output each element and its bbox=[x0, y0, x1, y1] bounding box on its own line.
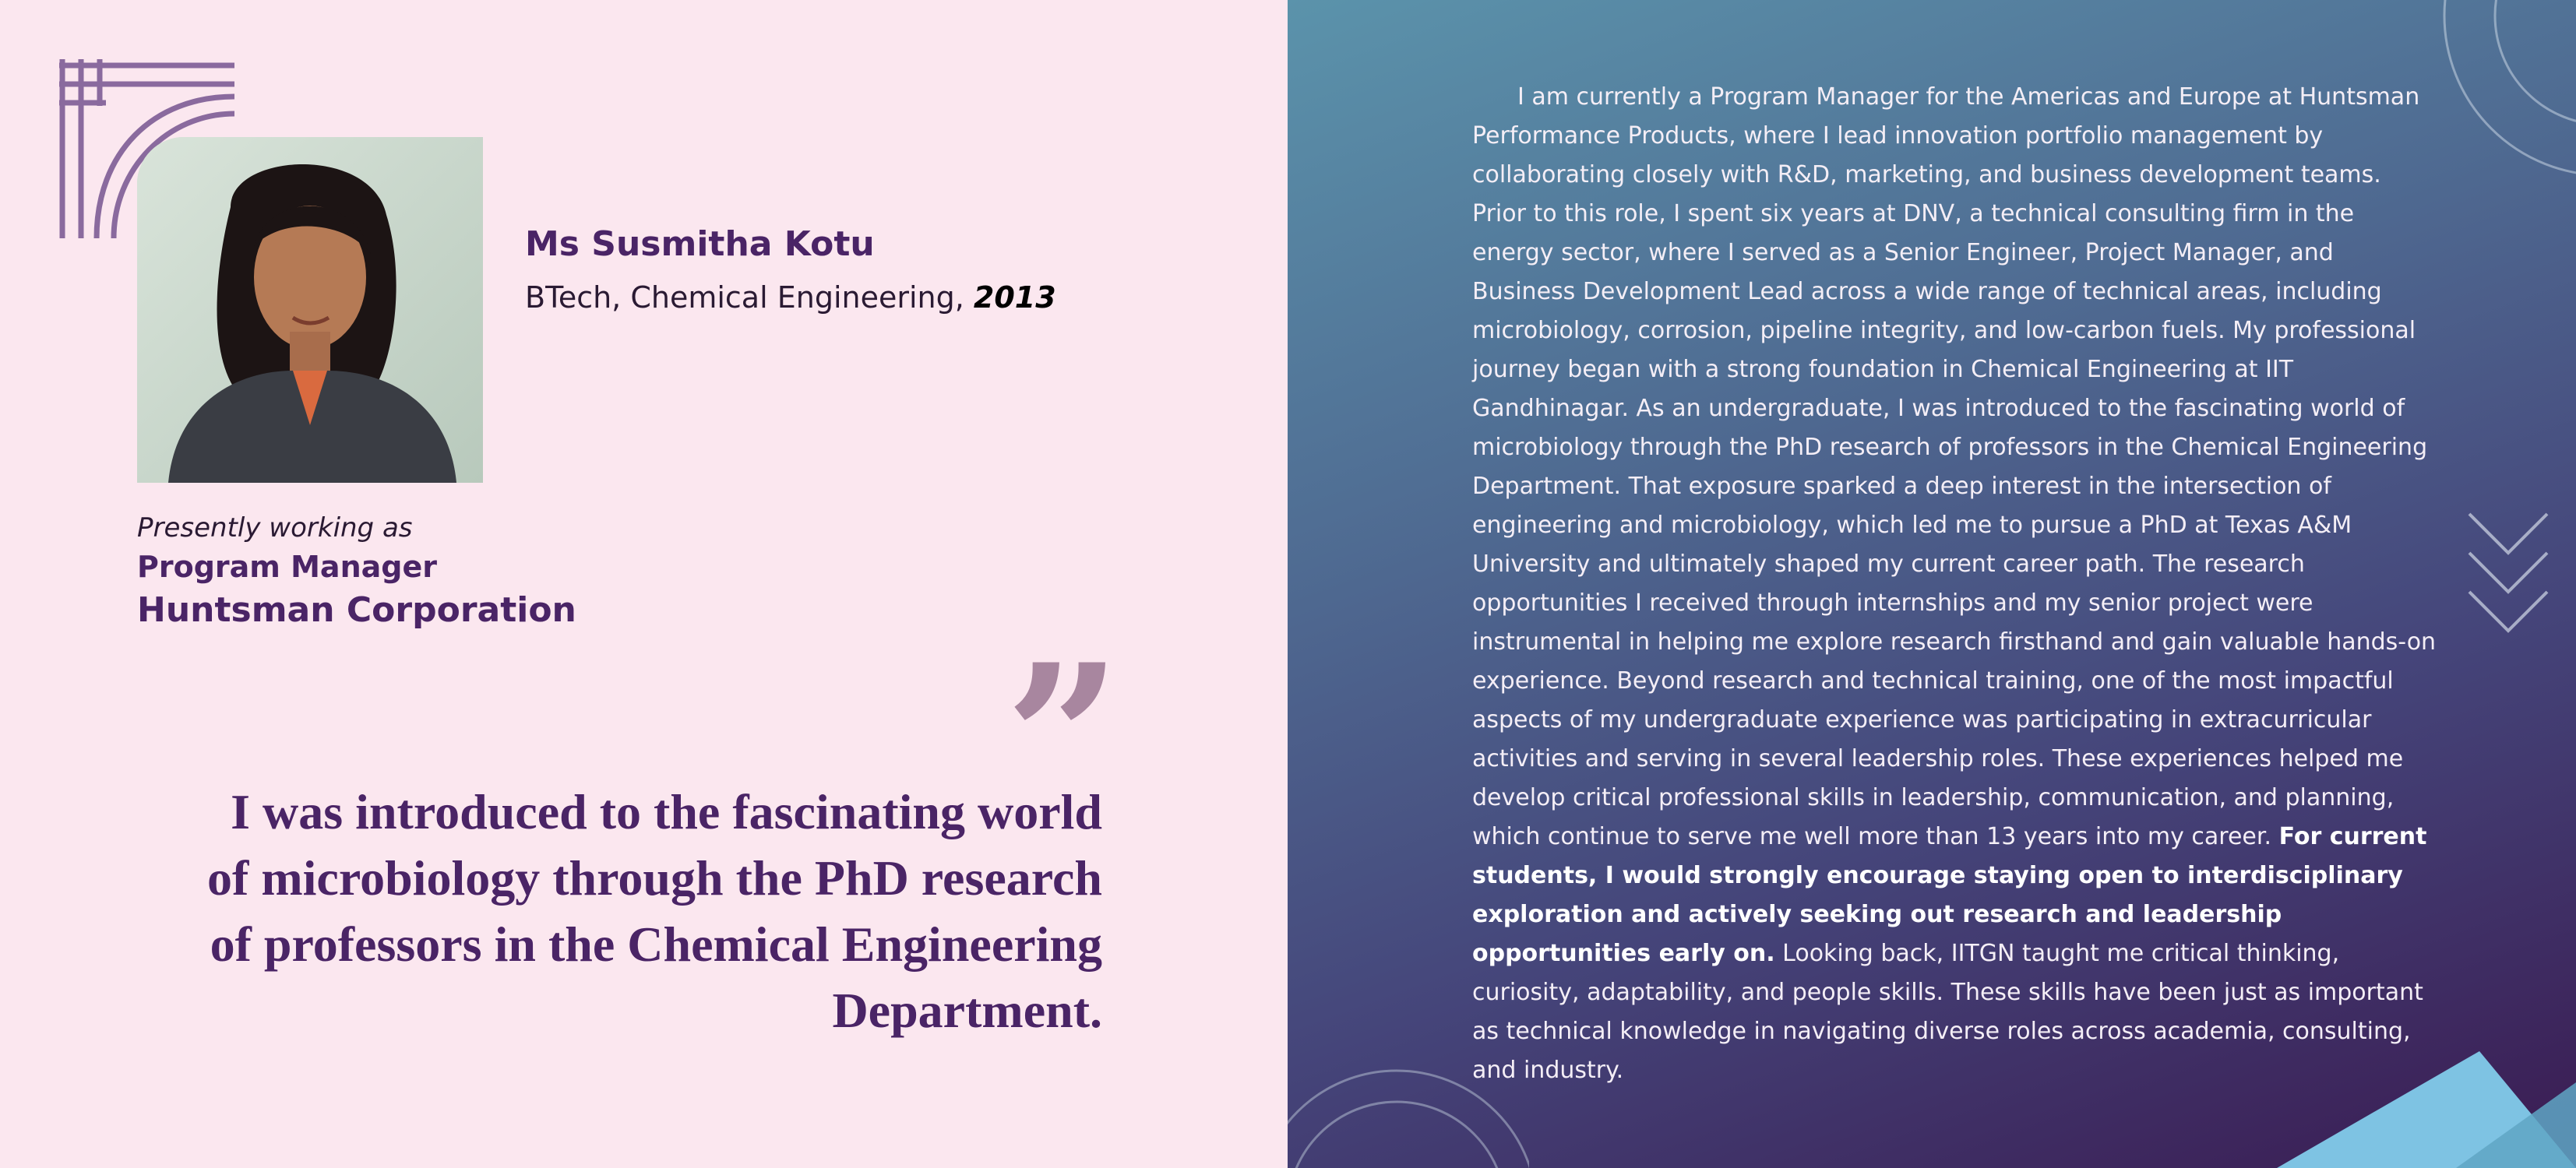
testimonial-part-1: I am currently a Program Manager for the Americas and Europe at Huntsman Performance Products, where I lead innovation portfolio management by collaborating closely with R&D, marketing, and business development teams. Prior to this role, I spent six years at DNV, a technical consulting firm in the energy sector, where I served as a Senior Engineer, Project Manager, and Business Development Lead across a wide range of technical areas, including microbiology, corrosion, pipeline integrity, and low-carbon fuels. My professional journey began with a strong foundation in Chemical Engineering at IIT Gandhinagar. As an undergraduate, I was introduced to the fascinating world of microbiology through the PhD research of professors in the Chemical Engineering Department. That exposure sparked a deep interest in the intersection of engineering and microbiology, which led me to pursue a PhD at Texas A&M University and ultimately shaped my current career path. The research opportunities I received through internships and my senior project were instrumental in helping me explore research firsthand and gain valuable hands-on experience. Beyond research and technical training, one of the most impactful aspects of my undergraduate experience was participating in extracurricular activities and serving in several leadership roles. These experiences helped me develop critical professional skills in leadership, communication, and planning, which continue to serve me well more than 13 years into my career. bbox=[1472, 83, 2437, 850]
testimonial-panel bbox=[1288, 0, 2576, 1168]
portrait-photo bbox=[137, 137, 483, 483]
testimonial-part-2: Looking back, IITGN taught me critical thinking, curiosity, adaptability, and people skills. These skills have been just as important as technical knowledge in navigating diverse roles across academia, consulting, and industry. bbox=[1472, 940, 2423, 1084]
pull-quote: I was introduced to the fascinating world of microbiology through the PhD research of professors in the Chemical Engineering Department. bbox=[207, 784, 1102, 1038]
degree-line bbox=[525, 280, 1056, 315]
company-name: Huntsman Corporation bbox=[137, 590, 576, 630]
chevron-down-icon bbox=[2465, 510, 2551, 646]
job-title: Program Manager bbox=[137, 550, 437, 584]
person-name: Ms Susmitha Kotu bbox=[525, 224, 875, 264]
presently-label: Presently working as bbox=[137, 512, 413, 544]
degree-text: BTech, Chemical Engineering, bbox=[525, 280, 964, 315]
arc-circles-icon bbox=[2440, 0, 2576, 226]
testimonial-advice: For current students, I would strongly encourage staying open to interdisciplinary exploration and actively seeking out research and leadership opportunities early on. bbox=[1472, 823, 2427, 967]
testimonial-body bbox=[1472, 78, 2438, 1090]
quote-mark-icon: ” bbox=[1005, 621, 1122, 858]
graduation-year: 2013 bbox=[973, 280, 1056, 315]
